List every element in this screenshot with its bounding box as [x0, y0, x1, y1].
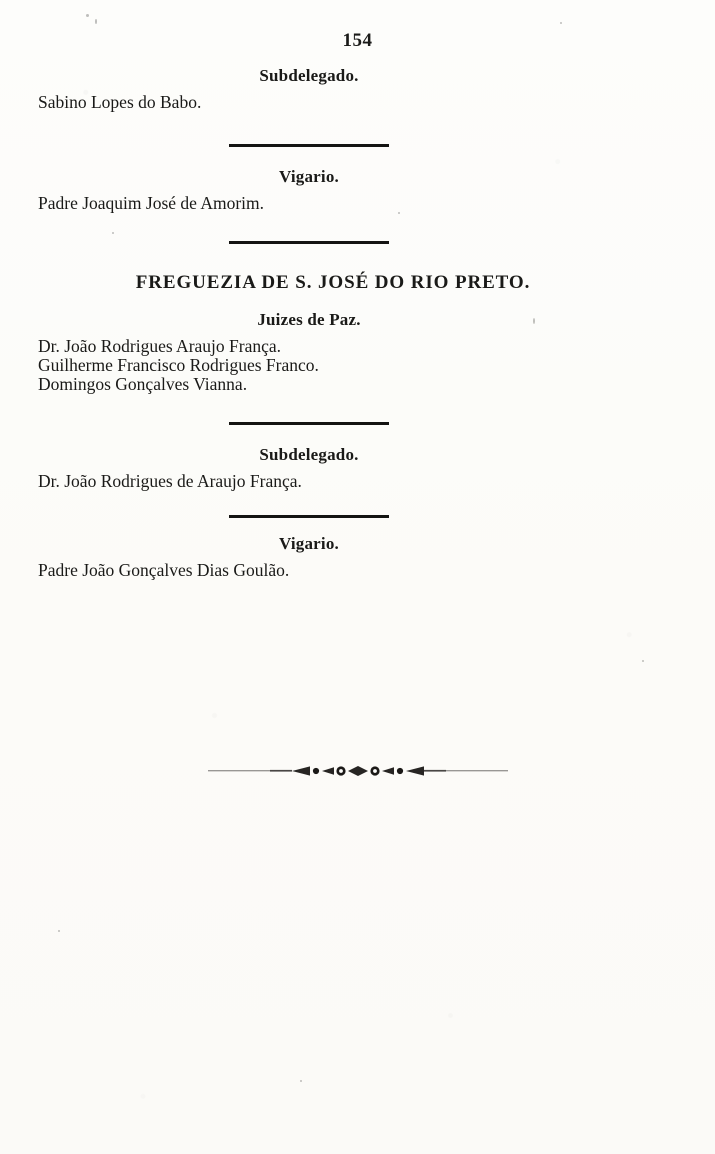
document-body [38, 66, 638, 580]
officer-name: Dr. João Rodrigues Araujo França. [38, 336, 282, 356]
officer-name: Domingos Gonçalves Vianna. [38, 374, 248, 394]
section-heading: Subdelegado. [259, 445, 359, 464]
paper-speck [560, 22, 562, 24]
officer-name: Padre Joaquim José de Amorim. [38, 193, 265, 213]
section-subdelegado-freguezia [38, 445, 638, 491]
paper-speck [95, 19, 97, 24]
decorative-divider-ornament [0, 758, 715, 789]
officer-name: Guilherme Francisco Rodrigues Franco. [38, 355, 319, 375]
section-vigario-top [38, 167, 638, 213]
section-heading: Vigario. [279, 534, 339, 553]
section-heading: Vigario. [279, 167, 339, 186]
freguezia-title: FREGUEZIA DE S. JOSÉ DO RIO PRETO. [135, 272, 531, 293]
page-number: 154 [342, 30, 373, 51]
paper-speck [58, 930, 60, 932]
paper-speck [86, 14, 89, 17]
section-heading: Subdelegado. [259, 66, 359, 85]
officer-name: Padre João Gonçalves Dias Goulão. [38, 560, 290, 580]
section-vigario-freguezia [38, 534, 638, 580]
section-juizes-de-paz [38, 310, 638, 394]
section-heading: Juizes de Paz. [257, 310, 361, 329]
paper-speck [642, 660, 644, 662]
officer-name: Sabino Lopes do Babo. [38, 92, 202, 112]
paper-speck [300, 1080, 302, 1082]
officer-name: Dr. João Rodrigues de Araujo França. [38, 471, 302, 491]
section-subdelegado-top [38, 66, 638, 112]
